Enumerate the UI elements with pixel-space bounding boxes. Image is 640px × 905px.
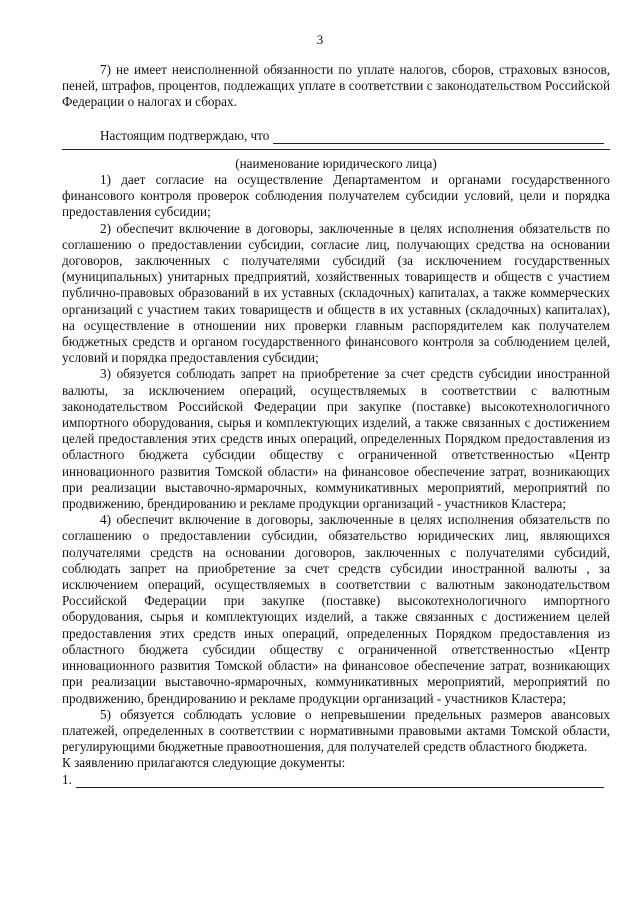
entity-name-field[interactable] [273, 130, 604, 144]
item-7: 7) не имеет неисполненной обязанности по уплате налогов, сборов, страховых взносов, пеней, штрафов, процентов, подлежащих уплате в соответствии с законодательством Российской Федерации о налогах и сборах. [62, 62, 610, 110]
item-5: 5) обязуется соблюдать условие о непревышении предельных размеров авансовых платежей, определенных в соответствии с нормативными правовыми актами Томской области, регулирующими бюджетные правоотношения, для получателей средств областного бюджета. [62, 706, 610, 755]
entity-caption: (наименование юридического лица) [235, 156, 437, 171]
page-number: 3 [316, 32, 324, 47]
items-block [62, 172, 610, 788]
item-1: 1) дает согласие на осуществление Департаментом и органами государственного финансового контроля проверок соблюдения получателем субсидии условий, цели и порядка предоставления субсидии; [62, 172, 610, 220]
entity-name-line [62, 148, 610, 150]
attachment-row-1 [62, 772, 610, 788]
entity-caption-block [62, 156, 610, 172]
confirm-row [62, 128, 610, 144]
attachments-label: К заявлению прилагаются следующие документы: [62, 755, 346, 771]
attachment-number-1: 1. [62, 771, 72, 787]
attachment-field-1[interactable] [76, 774, 604, 788]
item-7-block [62, 62, 610, 111]
confirm-label: Настоящим подтверждаю, что [100, 128, 270, 143]
item-2: 2) обеспечит включение в договоры, заключенные в целях исполнения обязательств по соглашению о предоставлении субсидии, согласие лиц, получающих средства на основании договоров, заключенных с получателями субсидий (за исключением государственных (муниципальных) унитарных предприятий, хозяйственных товариществ и обществ с участием публично-правовых образований в их уставных (складочных) капиталах, а также коммерческих организаций с участием таких товариществ и обществ в их уставных (складочных) капиталах), на осуществление в отношении них проверки главным распорядителем как получателем бюджетных средств и органом государственного финансового контроля за соблюдением целей, условий и порядка предоставления субсидии; [62, 220, 610, 366]
entity-name-field-line[interactable] [62, 148, 610, 150]
item-3: 3) обязуется соблюдать запрет на приобретение за счет средств субсидии иностранной валюты, за исключением операций, осуществляемых в соответствии с валютным законодательством Российской Федерации при закупке (поставке) высокотехнологичного импортного оборудования, сырья и комплектующих изделий, а также связанных с достижением целей предоставления этих средств иных операций, определенных Порядком предоставления из областного бюджета субсидии обществу с ограниченной ответственностью «Центр инновационного развития Томской области» на финансовое обеспечение затрат, возникающих при реализации выставочно-ярмарочных, коммуникативных мероприятий, мероприятий по продвижению, брендированию и рекламе продукции организаций - участников Кластера; [62, 366, 610, 512]
item-4: 4) обеспечит включение в договоры, заключенные в целях исполнения обязательств по соглашению о предоставлении субсидии, обязательство юридических лиц, являющихся получателями средств на основании договоров, заключенных с получателями субсидий, соблюдать запрет на приобретение за счет средств субсидии иностранной валюты , за исключением операций, осуществляемых в соответствии с валютным законодательством Российской Федерации при закупке (поставке) высокотехнологичного импортного оборудования, сырья и комплектующих изделий, а также связанных с достижением целей предоставления этих средств иных операций, определенных Порядком предоставления из областного бюджета субсидии обществу с ограниченной ответственностью «Центр инновационного развития Томской области» на финансовое обеспечение затрат, возникающих при реализации выставочно-ярмарочных, коммуникативных мероприятий, мероприятий по продвижению, брендированию и рекламе продукции организаций - участников Кластера; [62, 512, 610, 706]
